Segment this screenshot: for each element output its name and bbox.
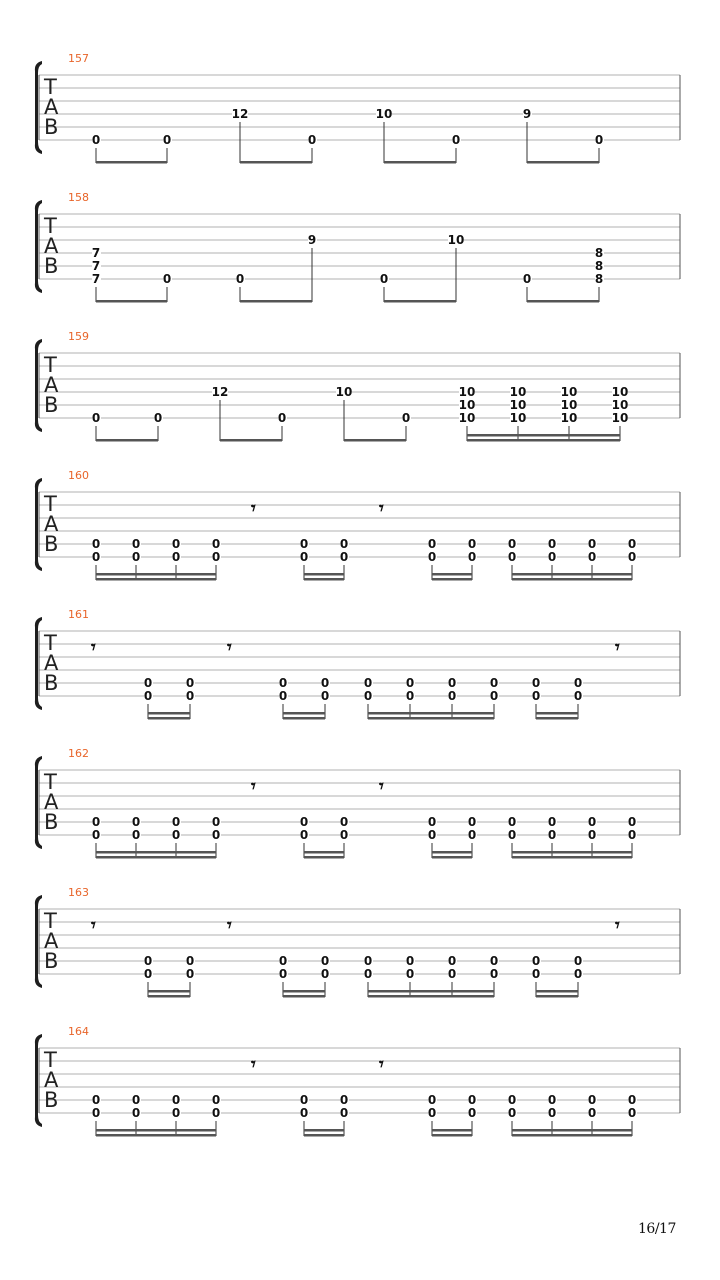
eighth-rest: 𝄾 — [227, 915, 232, 936]
tab-clef-letter: B — [44, 254, 59, 278]
fret-number: 0 — [278, 967, 288, 981]
eighth-rest: 𝄾 — [251, 1054, 256, 1075]
measure-number: 157 — [68, 52, 89, 65]
measure-number: 159 — [68, 330, 89, 343]
note-beam — [304, 851, 344, 854]
fret-number: 10 — [560, 398, 578, 412]
note-beam — [220, 439, 282, 442]
fret-number: 0 — [405, 967, 415, 981]
tab-clef-letter: B — [44, 532, 59, 556]
eighth-rest: 𝄾 — [379, 776, 384, 797]
note-beam — [148, 717, 190, 720]
note-beam — [467, 439, 620, 442]
fret-number: 0 — [547, 550, 557, 564]
eighth-rest: 𝄾 — [615, 637, 620, 658]
fret-number: 0 — [447, 689, 457, 703]
note-beam — [283, 995, 325, 998]
tab-clef-letter: T — [44, 1048, 57, 1072]
fret-number: 0 — [320, 967, 330, 981]
fret-number: 0 — [131, 550, 141, 564]
measure-number: 158 — [68, 191, 89, 204]
note-beam — [432, 1129, 472, 1132]
fret-number: 0 — [339, 537, 349, 551]
fret-number: 0 — [211, 550, 221, 564]
note-beam — [368, 717, 494, 720]
note-beam — [304, 578, 344, 581]
note-beam — [368, 712, 494, 715]
measure-number: 163 — [68, 886, 89, 899]
fret-number: 0 — [339, 1106, 349, 1120]
note-beam — [96, 439, 158, 442]
note-beam — [96, 1129, 216, 1132]
fret-number: 10 — [560, 411, 578, 425]
note-beam — [96, 300, 167, 303]
fret-number: 0 — [185, 954, 195, 968]
tab-clef-letter: B — [44, 671, 59, 695]
fret-number: 0 — [405, 954, 415, 968]
tab-clef-letter: T — [44, 492, 57, 516]
fret-number: 0 — [185, 967, 195, 981]
fret-number: 0 — [171, 828, 181, 842]
fret-number: 0 — [185, 676, 195, 690]
fret-number: 0 — [278, 954, 288, 968]
fret-number: 0 — [531, 689, 541, 703]
note-beam — [283, 717, 325, 720]
fret-number: 10 — [335, 385, 353, 399]
fret-number: 0 — [507, 537, 517, 551]
tab-clef-letter: A — [44, 95, 59, 119]
fret-number: 0 — [299, 550, 309, 564]
fret-number: 0 — [587, 550, 597, 564]
fret-number: 10 — [611, 385, 629, 399]
note-beam — [432, 573, 472, 576]
note-beam — [240, 300, 312, 303]
note-beam — [384, 300, 456, 303]
fret-number: 0 — [427, 815, 437, 829]
tab-clef-letter: A — [44, 1068, 59, 1092]
fret-number: 0 — [185, 689, 195, 703]
fret-number: 0 — [627, 1106, 637, 1120]
fret-number: 0 — [153, 411, 163, 425]
fret-number: 0 — [339, 1093, 349, 1107]
fret-number: 0 — [627, 537, 637, 551]
fret-number: 10 — [458, 411, 476, 425]
measure-number: 164 — [68, 1025, 89, 1038]
fret-number: 0 — [91, 411, 101, 425]
fret-number: 0 — [447, 676, 457, 690]
fret-number: 0 — [451, 133, 461, 147]
fret-number: 0 — [91, 1106, 101, 1120]
fret-number: 0 — [299, 815, 309, 829]
fret-number: 0 — [507, 815, 517, 829]
fret-number: 0 — [211, 1093, 221, 1107]
fret-number: 0 — [489, 967, 499, 981]
fret-number: 0 — [363, 967, 373, 981]
note-beam — [467, 434, 620, 437]
note-beam — [368, 995, 494, 998]
fret-number: 0 — [507, 550, 517, 564]
fret-number: 0 — [507, 828, 517, 842]
note-beam — [148, 995, 190, 998]
fret-number: 0 — [131, 815, 141, 829]
fret-number: 0 — [363, 954, 373, 968]
fret-number: 0 — [427, 1093, 437, 1107]
note-beam — [512, 1134, 632, 1137]
tab-clef-letter: T — [44, 909, 57, 933]
fret-number: 0 — [320, 676, 330, 690]
fret-number: 0 — [467, 815, 477, 829]
tab-clef-letter: T — [44, 75, 57, 99]
fret-number: 0 — [627, 815, 637, 829]
fret-number: 0 — [171, 550, 181, 564]
fret-number: 0 — [587, 828, 597, 842]
fret-number: 0 — [91, 537, 101, 551]
fret-number: 0 — [507, 1106, 517, 1120]
fret-number: 0 — [573, 954, 583, 968]
fret-number: 0 — [91, 815, 101, 829]
fret-number: 0 — [587, 1106, 597, 1120]
fret-number: 0 — [211, 1106, 221, 1120]
fret-number: 0 — [299, 1106, 309, 1120]
fret-number: 0 — [547, 1093, 557, 1107]
fret-number: 0 — [91, 550, 101, 564]
fret-number: 0 — [91, 1093, 101, 1107]
fret-number: 12 — [231, 107, 249, 121]
fret-number: 0 — [143, 967, 153, 981]
eighth-rest: 𝄾 — [91, 915, 96, 936]
fret-number: 0 — [405, 676, 415, 690]
fret-number: 0 — [573, 676, 583, 690]
fret-number: 0 — [467, 537, 477, 551]
note-beam — [304, 1129, 344, 1132]
note-beam — [148, 712, 190, 715]
fret-number: 8 — [594, 259, 604, 273]
fret-number: 0 — [143, 676, 153, 690]
fret-number: 0 — [131, 828, 141, 842]
fret-number: 9 — [522, 107, 532, 121]
fret-number: 0 — [489, 689, 499, 703]
tab-clef-letter: T — [44, 214, 57, 238]
eighth-rest: 𝄾 — [227, 637, 232, 658]
fret-number: 10 — [375, 107, 393, 121]
fret-number: 8 — [594, 272, 604, 286]
note-beam — [304, 1134, 344, 1137]
fret-number: 0 — [531, 676, 541, 690]
fret-number: 7 — [91, 272, 101, 286]
fret-number: 0 — [363, 676, 373, 690]
fret-number: 0 — [131, 1106, 141, 1120]
fret-number: 0 — [547, 815, 557, 829]
note-beam — [432, 1134, 472, 1137]
fret-number: 0 — [211, 537, 221, 551]
fret-number: 0 — [587, 537, 597, 551]
note-beam — [512, 856, 632, 859]
note-beam — [304, 573, 344, 576]
note-beam — [527, 161, 599, 164]
tab-clef-letter: A — [44, 790, 59, 814]
fret-number: 9 — [307, 233, 317, 247]
note-beam — [432, 856, 472, 859]
tab-clef-letter: A — [44, 234, 59, 258]
fret-number: 0 — [91, 828, 101, 842]
fret-number: 0 — [131, 537, 141, 551]
fret-number: 0 — [427, 537, 437, 551]
fret-number: 0 — [531, 954, 541, 968]
fret-number: 0 — [547, 537, 557, 551]
tab-clef-letter: B — [44, 949, 59, 973]
fret-number: 0 — [277, 411, 287, 425]
fret-number: 0 — [171, 1106, 181, 1120]
fret-number: 10 — [509, 411, 527, 425]
tab-clef-letter: A — [44, 929, 59, 953]
fret-number: 0 — [594, 133, 604, 147]
fret-number: 0 — [405, 689, 415, 703]
fret-number: 10 — [560, 385, 578, 399]
note-beam — [432, 578, 472, 581]
fret-number: 0 — [143, 954, 153, 968]
fret-number: 0 — [401, 411, 411, 425]
fret-number: 10 — [509, 385, 527, 399]
note-beam — [368, 990, 494, 993]
note-beam — [512, 851, 632, 854]
fret-number: 7 — [91, 259, 101, 273]
fret-number: 0 — [427, 1106, 437, 1120]
fret-number: 0 — [427, 828, 437, 842]
fret-number: 0 — [307, 133, 317, 147]
note-beam — [304, 856, 344, 859]
fret-number: 0 — [379, 272, 389, 286]
fret-number: 0 — [531, 967, 541, 981]
eighth-rest: 𝄾 — [251, 498, 256, 519]
note-beam — [96, 1134, 216, 1137]
fret-number: 0 — [427, 550, 437, 564]
fret-number: 0 — [162, 133, 172, 147]
measure-number: 160 — [68, 469, 89, 482]
note-beam — [536, 990, 578, 993]
fret-number: 0 — [211, 815, 221, 829]
note-beam — [512, 1129, 632, 1132]
eighth-rest: 𝄾 — [379, 1054, 384, 1075]
tab-clef-letter: A — [44, 512, 59, 536]
fret-number: 0 — [91, 133, 101, 147]
measure-number: 161 — [68, 608, 89, 621]
fret-number: 0 — [627, 1093, 637, 1107]
note-beam — [96, 573, 216, 576]
fret-number: 0 — [467, 828, 477, 842]
fret-number: 0 — [547, 828, 557, 842]
tab-clef-letter: B — [44, 115, 59, 139]
note-beam — [148, 990, 190, 993]
fret-number: 0 — [131, 1093, 141, 1107]
page-number: 16/17 — [638, 1221, 676, 1237]
fret-number: 0 — [320, 954, 330, 968]
fret-number: 0 — [339, 550, 349, 564]
note-beam — [512, 578, 632, 581]
fret-number: 0 — [587, 815, 597, 829]
eighth-rest: 𝄾 — [615, 915, 620, 936]
fret-number: 0 — [447, 954, 457, 968]
fret-number: 0 — [522, 272, 532, 286]
fret-number: 10 — [447, 233, 465, 247]
fret-number: 0 — [467, 1106, 477, 1120]
tab-clef-letter: B — [44, 393, 59, 417]
fret-number: 0 — [489, 676, 499, 690]
fret-number: 0 — [467, 1093, 477, 1107]
eighth-rest: 𝄾 — [379, 498, 384, 519]
fret-number: 0 — [278, 689, 288, 703]
note-beam — [536, 712, 578, 715]
note-beam — [283, 712, 325, 715]
note-beam — [536, 717, 578, 720]
tab-clef-letter: A — [44, 651, 59, 675]
fret-number: 12 — [211, 385, 229, 399]
fret-number: 0 — [299, 1093, 309, 1107]
fret-number: 0 — [171, 1093, 181, 1107]
fret-number: 10 — [611, 411, 629, 425]
fret-number: 0 — [627, 550, 637, 564]
note-beam — [96, 856, 216, 859]
note-beam — [96, 851, 216, 854]
fret-number: 0 — [573, 689, 583, 703]
fret-number: 0 — [235, 272, 245, 286]
fret-number: 0 — [171, 815, 181, 829]
fret-number: 0 — [363, 689, 373, 703]
fret-number: 0 — [162, 272, 172, 286]
fret-number: 10 — [611, 398, 629, 412]
note-beam — [344, 439, 406, 442]
tab-clef-letter: B — [44, 1088, 59, 1112]
note-beam — [96, 578, 216, 581]
tab-clef-letter: A — [44, 373, 59, 397]
note-beam — [96, 161, 167, 164]
tab-clef-letter: T — [44, 631, 57, 655]
fret-number: 0 — [447, 967, 457, 981]
note-beam — [432, 851, 472, 854]
eighth-rest: 𝄾 — [91, 637, 96, 658]
tab-clef-letter: B — [44, 810, 59, 834]
fret-number: 0 — [573, 967, 583, 981]
fret-number: 0 — [467, 550, 477, 564]
tab-clef-letter: T — [44, 353, 57, 377]
fret-number: 0 — [320, 689, 330, 703]
fret-number: 10 — [509, 398, 527, 412]
fret-number: 0 — [299, 828, 309, 842]
fret-number: 0 — [627, 828, 637, 842]
fret-number: 8 — [594, 246, 604, 260]
measure-number: 162 — [68, 747, 89, 760]
fret-number: 0 — [489, 954, 499, 968]
note-beam — [512, 573, 632, 576]
fret-number: 0 — [507, 1093, 517, 1107]
fret-number: 0 — [339, 828, 349, 842]
note-beam — [527, 300, 599, 303]
fret-number: 0 — [211, 828, 221, 842]
fret-number: 10 — [458, 398, 476, 412]
fret-number: 0 — [143, 689, 153, 703]
tab-clef-letter: T — [44, 770, 57, 794]
fret-number: 0 — [587, 1093, 597, 1107]
note-beam — [283, 990, 325, 993]
fret-number: 10 — [458, 385, 476, 399]
fret-number: 0 — [339, 815, 349, 829]
eighth-rest: 𝄾 — [251, 776, 256, 797]
fret-number: 7 — [91, 246, 101, 260]
fret-number: 0 — [171, 537, 181, 551]
note-beam — [240, 161, 312, 164]
fret-number: 0 — [278, 676, 288, 690]
note-beam — [536, 995, 578, 998]
fret-number: 0 — [299, 537, 309, 551]
fret-number: 0 — [547, 1106, 557, 1120]
note-beam — [384, 161, 456, 164]
